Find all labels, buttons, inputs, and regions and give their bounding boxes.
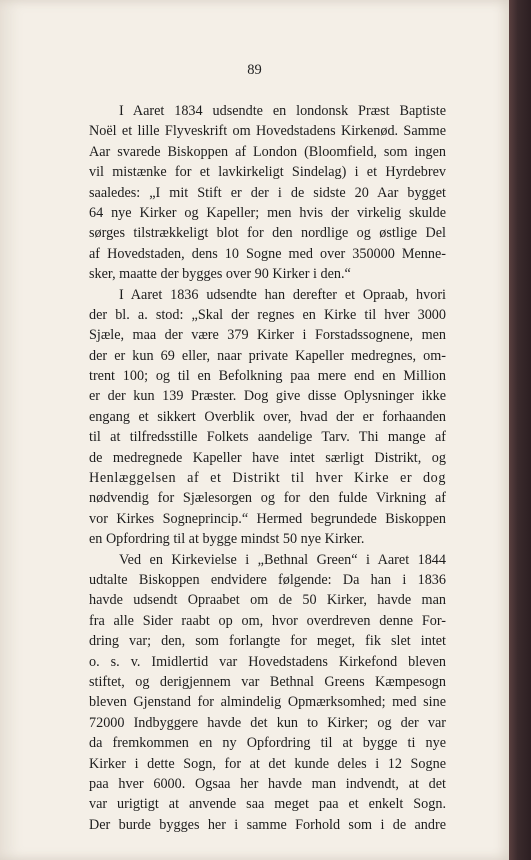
- text-line: er der kun 139 Præster. Dog give disse Oplysninger ikke: [89, 388, 446, 405]
- text-line: bleven Gjenstand for almindelig Opmærksomhed; med sine: [89, 694, 446, 711]
- text-line: dring var; den, som forlangte for meget, fik slet intet: [89, 633, 446, 650]
- text-line: 72000 Indbyggere havde det kun to Kirker; og der var: [89, 714, 446, 731]
- text-line: I Aaret 1834 udsendte en londonsk Præst Baptiste: [119, 103, 446, 119]
- text-line: vil mistænke for et lavkirkeligt Sindelag) i et Hyrdebrev: [89, 164, 446, 181]
- text-line: var urigtigt at anvende saa meget paa et enkelt Sogn.: [89, 796, 446, 813]
- text-line: trent 100; og til en Befolkning paa mere end en Million: [89, 368, 446, 385]
- text-line: da fremkommen en ny Opfordring til at bygge ti nye: [89, 735, 446, 752]
- text-line: vor Kirkes Sogneprincip.“ Hermed begrundede Biskoppen: [89, 510, 446, 527]
- text-line: til at tilfredsstille Folkets aandelige Tarv. Thi mange af: [89, 429, 446, 446]
- text-line: 64 nye Kirker og Kapeller; men hvis der virkelig skulde: [89, 204, 446, 221]
- text-line: I Aaret 1836 udsendte han derefter et Opraab, hvori: [119, 286, 446, 303]
- text-line: Ved en Kirkevielse i „Bethnal Green“ i Aaret 1844: [119, 551, 446, 568]
- text-line: nødvendig for Sjælesorgen og for den fulde Virkning af: [89, 490, 446, 507]
- text-line: sker, maatte der bygges over 90 Kirker i den.“: [89, 266, 351, 283]
- text-line: havde udsendt Opraabet om de 50 Kirker, havde man: [89, 592, 446, 609]
- text-line: der bl. a. stod: „Skal der regnes en Kirke til hver 3000: [89, 306, 446, 323]
- text-line: en Opfordring til at bygge mindst 50 nye Kirker.: [89, 531, 365, 548]
- text-line: stiftet, og derigjennem var Bethnal Greens Kæmpesogn: [89, 673, 446, 690]
- page-number: 89: [247, 62, 262, 78]
- text-line: der er kun 69 eller, naar private Kapeller medregnes, om-: [89, 347, 446, 364]
- text-line: udtalte Biskoppen endvidere følgende: Da han i 1836: [89, 571, 446, 588]
- text-line: af Hovedstaden, dens 10 Sogne med over 350000 Menne-: [89, 245, 446, 262]
- text-line: paa hver 6000. Ogsaa her havde man indvendt, at det: [89, 775, 446, 792]
- book-cover-edge: [509, 0, 531, 860]
- text-line: Kirker i dette Sogn, for at det kunde deles i 12 Sogne: [89, 755, 446, 772]
- text-line: engang et sikkert Overblik over, hvad der er forhaanden: [89, 408, 446, 425]
- text-line: saaledes: „I mit Stift er der i de sidste 20 Aar bygget: [89, 184, 446, 201]
- text-line: sørges tilstrækkeligt blot for den nordlige og østlige Del: [89, 225, 446, 242]
- text-line: Der burde bygges her i samme Forhold som i de andre: [89, 816, 446, 833]
- text-line: Noël et lille Flyveskrift om Hovedstadens Kirkenød. Samme: [89, 123, 446, 140]
- body-text: [89, 101, 446, 835]
- text-line: fra alle Sider raabt op om, hvor overdreven denne For-: [89, 612, 446, 629]
- text-line: Sjæle, maa der være 379 Kirker i Forstadssognene, men: [89, 327, 446, 344]
- text-line: o. s. v. Imidlertid var Hovedstadens Kirkefond bleven: [89, 653, 446, 670]
- text-line: Henlæggelsen af et Distrikt til hver Kirke er dog: [89, 470, 446, 487]
- text-line: de medregnede Kapeller have intet særligt Distrikt, og: [89, 449, 446, 466]
- text-line: Aar svarede Biskoppen af London (Bloomfield, som ingen: [89, 143, 446, 160]
